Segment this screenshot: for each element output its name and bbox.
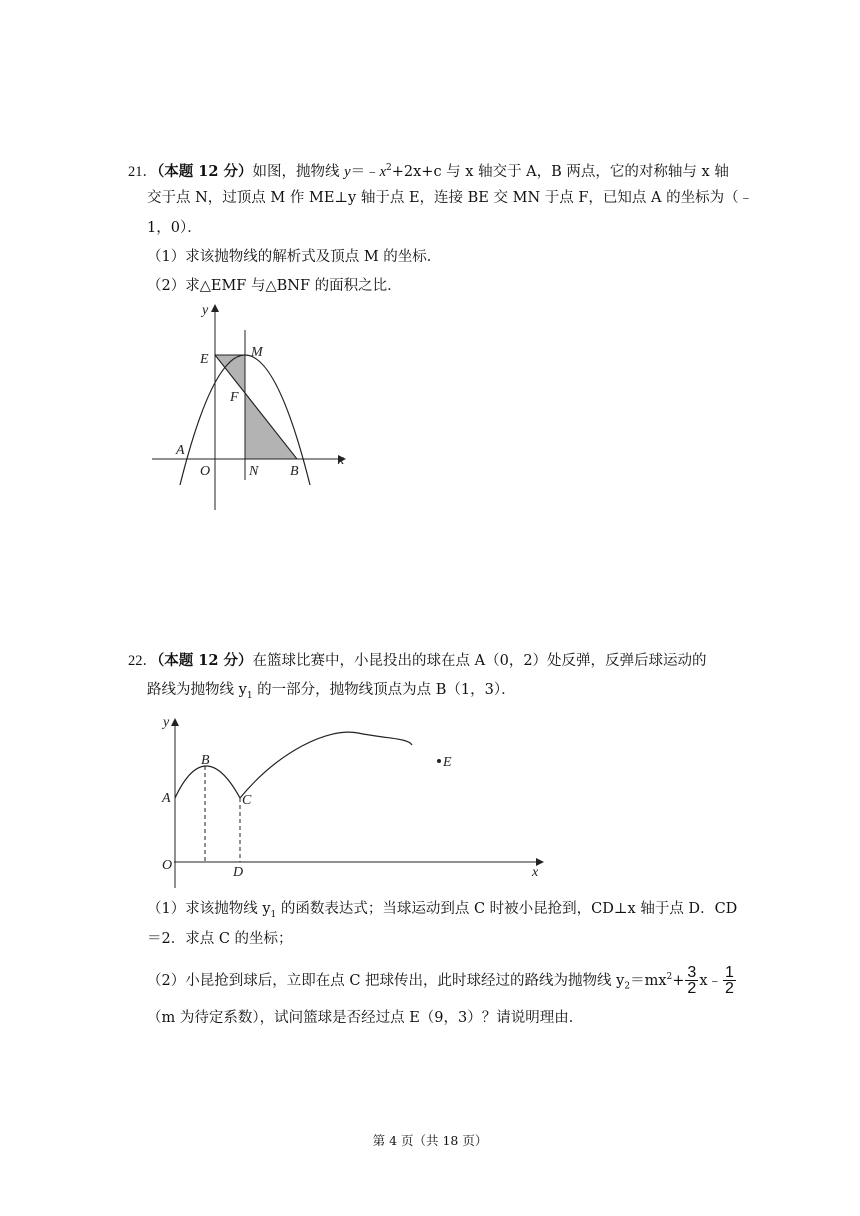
q22-part2 [147,960,737,1004]
fraction-one-half [723,965,736,996]
q21-eq-x: x [379,163,387,180]
label-n: N [249,464,259,479]
q22-part1-a: （1）求该抛物线 y [147,901,271,917]
frac1-numerator: 3 [687,964,697,982]
q22-part1-b: 的函数表达式；当球运动到点 C 时被小昆抢到，CD⊥x 轴于点 D．CD [276,901,738,917]
q21-line2: 交于点 N，过顶点 M 作 ME⊥y 轴于点 E，连接 BE 交 MN 于点 F，已知点 A 的坐标为（﹣ [147,190,754,206]
q22-part1-line2: ＝2．求点 C 的坐标； [147,931,293,947]
label-o: O [200,464,211,479]
y-axis-arrow [211,304,219,312]
q21-text-1a: 如图，抛物线 [252,163,345,180]
q22-text-2a: 路线为抛物线 y [147,682,247,698]
label-y: y [202,303,209,318]
q21-line3: 1，0）． [147,220,202,236]
q21-part1: （1）求该抛物线的解析式及顶点 M 的坐标． [147,249,442,265]
q22-part2-sup: 2 [666,972,673,982]
q22-part2-d: x﹣ [699,972,722,989]
parabola-y2 [240,732,412,798]
label-m: M [251,345,263,360]
q21-tag: （本题 12 分） [157,162,253,180]
q22-line2 [147,680,516,706]
frac1-denominator: 2 [687,980,697,998]
q21-figure [150,300,350,515]
q22-text-1: 在篮球比赛中，小昆投出的球在点 A（0，2）处反弹，反弹后球运动的 [252,653,707,669]
parabola-y1 [175,766,240,798]
label-c: C [242,793,252,808]
q22-part1-sub: 1 [270,909,277,920]
frac2-denominator: 2 [725,980,734,998]
q22-line1 [128,651,707,671]
q22-part2-line2: （m 为待定系数），试问篮球是否经过点 E（9，3）？请说明理由． [147,1010,584,1026]
q21-eq-sup: 2 [386,163,392,173]
label-e: E [443,755,452,770]
frac2-numerator: 1 [725,964,734,982]
q21-part2: （2）求△EMF 与△BNF 的面积之比． [147,278,402,294]
q22-number: 22． [128,653,157,669]
label-a: A [162,791,171,806]
point-e [437,759,441,763]
label-a: A [176,443,185,458]
q22-figure [158,712,558,892]
q22-part2-sub: 2 [624,981,631,992]
label-x: x [338,453,345,468]
q21-eq-y: y [344,163,351,180]
label-b: B [201,753,210,768]
q22-part2-b: ＝mx [630,972,667,989]
q21-number: 21． [128,163,157,180]
q22-part2-c: + [672,972,685,989]
q22-text-2b: 的一部分，抛物线顶点为点 B（1，3）． [252,682,516,698]
q22-sub-1: 1 [246,690,253,701]
label-x: x [532,865,539,880]
label-e: E [200,352,209,367]
label-y: y [163,715,170,730]
q21-line1 [128,158,729,182]
label-f: F [230,390,239,405]
q21-eq-eq: ＝﹣ [350,163,380,180]
label-d: D [233,865,244,880]
label-o: O [162,858,173,873]
label-b: B [290,464,299,479]
page-footer: 第 4 页（共 18 页） [372,1133,488,1148]
q22-part1 [147,899,737,925]
q21-text-1b: +2x+c 与 x 轴交于 A，B 两点，它的对称轴与 x 轴 [391,163,729,180]
y-axis-arrow [171,718,179,726]
q22-part2-a: （2）小昆抢到球后，立即在点 C 把球传出，此时球经过的路线为抛物线 y [147,972,625,989]
fraction-three-halves [685,965,698,996]
q22-tag: （本题 12 分） [157,652,253,669]
